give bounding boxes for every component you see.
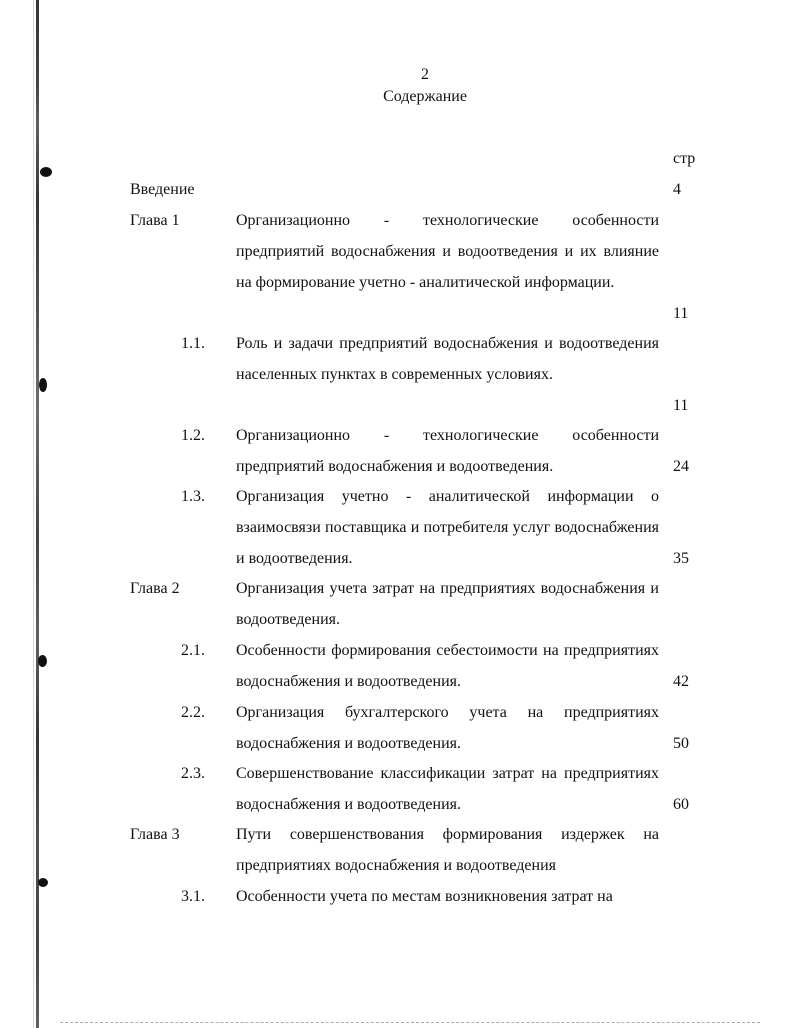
toc-entry-label: Глава 2 [130,580,180,597]
toc-entry-title: Организация учетно - аналитической информации о взаимосвязи поставщика и потребителя услуг водоснабжения и водоотведения. [236,488,659,567]
toc-entry-page: 42 [673,673,689,690]
toc-entry-number: 2.1. [181,642,205,659]
toc-entry-title: Совершенствование классификации затрат на предприятиях водоснабжения и водоотведения. [236,765,659,813]
toc-entry-page: 24 [673,458,689,475]
toc-entry-title: Организационно - технологические особенности предприятий водоснабжения и водоотведения. [236,427,659,475]
toc-entry-page: 4 [673,181,681,198]
toc-entry-title: Особенности учета по местам возникновения затрат на [236,888,613,905]
toc-entry-number: 1.3. [181,488,205,505]
toc-entry-number: 2.2. [181,704,205,721]
toc-entry-label: Глава 1 [130,212,180,229]
toc-entry-title: Организационно - технологические особенности предприятий водоснабжения и водоотведения и их влияние на формирование учетно - аналитической информации. [236,212,659,291]
toc-entry-page: 50 [673,735,689,752]
toc-entry-title: Пути совершенствования формирования издержек на предприятиях водоснабжения и водоотведения [236,826,659,874]
toc-entry-page: 11 [673,397,689,414]
toc-entry-number: 1.1. [181,335,205,352]
page-column-label: стр [673,150,696,167]
toc-entry-label: Глава 3 [130,826,180,843]
toc-entry-title: Организация бухгалтерского учета на предприятиях водоснабжения и водоотведения. [236,704,659,752]
toc-entry-number: 3.1. [181,888,205,905]
toc-entry-page: 60 [673,796,689,813]
toc-entry-title: Роль и задачи предприятий водоснабжения и водоотведения населенных пунктах в современных условиях. [236,335,659,383]
page-title: Содержание [383,88,467,105]
toc-entry-label: Введение [130,181,195,198]
page-number: 2 [421,66,429,83]
toc-entry-page: 11 [673,305,689,322]
toc-entry-number: 1.2. [181,427,205,444]
toc-entry-page: 35 [673,550,689,567]
toc-entry-number: 2.3. [181,765,205,782]
toc-entry-title: Особенности формирования себестоимости на предприятиях водоснабжения и водоотведения. [236,642,659,690]
toc-entry-title: Организация учета затрат на предприятиях водоснабжения и водоотведения. [236,580,659,628]
